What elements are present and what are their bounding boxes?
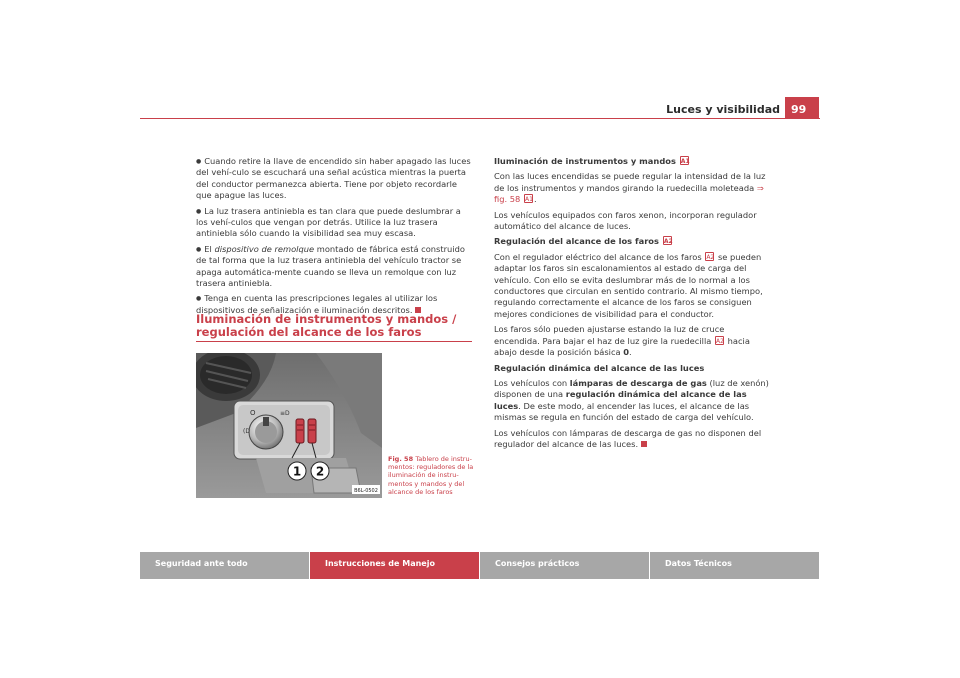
paragraph-text: Los faros sólo pueden ajustarse estando la luz de cruce encendida. Para bajar el haz de luz gire la ruedecilla xyxy=(494,324,725,346)
figure-caption-text: Tablero de instru-mentos: reguladores de la iluminación de instru-mentos y mandos y del alcance de los faros xyxy=(388,455,474,496)
figure-code: B6L-0502 xyxy=(354,488,378,494)
paragraph-bold: regulación dinámica del alcance de las luces xyxy=(494,389,747,411)
callout-badge: A1 xyxy=(524,196,533,204)
bullet-item: ● La luz trasera antiniebla es tan clara que puede deslumbrar a los vehí-culos que vengan por detrás. Utilice la luz trasera antiniebla sólo cuando la visibilidad sea muy escasa. xyxy=(196,206,472,240)
svg-text:≡D: ≡D xyxy=(280,410,290,417)
end-of-section-icon xyxy=(641,441,647,447)
paragraph-text: Con las luces encendidas se puede regular la intensidad de la luz de los instrumentos y mandos girando la ruedecilla moleteada xyxy=(494,171,766,193)
bullet-text: montado de fábrica está construido de tal forma que la luz trasera antiniebla del vehículo tractor se apaga automática-mente cuando se lleva un remolque con luz trasera antiniebla. xyxy=(196,243,465,289)
paragraph-text: (luz de xenón) disponen de una xyxy=(494,377,769,400)
bullet-item xyxy=(196,244,472,290)
paragraph xyxy=(494,378,770,424)
subheading: Regulación dinámica del alcance de las luces xyxy=(494,362,705,373)
callout-badge: A2 xyxy=(706,253,715,261)
footer-tab-instrucciones[interactable]: Instrucciones de Manejo xyxy=(310,552,479,579)
paragraph xyxy=(494,324,770,358)
paragraph-text: Los vehículos con xyxy=(494,377,570,388)
callout-badge: A1 xyxy=(680,158,690,165)
left-column xyxy=(196,156,472,320)
bullet-emphasis: dispositivo de remolque xyxy=(214,243,315,254)
bullet-text: El xyxy=(204,243,215,254)
callout-1: 1 xyxy=(292,464,302,479)
section-divider xyxy=(196,341,472,342)
footer-tab-consejos[interactable]: Consejos prácticos xyxy=(480,552,649,579)
header-title: Luces y visibilidad xyxy=(666,103,780,116)
figure-image xyxy=(196,353,382,498)
paragraph-text: hacia abajo desde la posición básica xyxy=(494,335,750,358)
subheading xyxy=(494,156,770,167)
paragraph-text: . De este modo, al encender las luces, el alcance de las mismas se regula en función del estado de carga del vehículo. xyxy=(494,400,754,423)
paragraph xyxy=(494,171,770,205)
subheading-text: Iluminación de instrumentos y mandos xyxy=(494,156,676,166)
figure-caption xyxy=(388,455,476,496)
subheading xyxy=(494,236,770,247)
paragraph: Los vehículos equipados con faros xenon, incorporan regulador automático del alcance de luces. xyxy=(494,209,757,232)
dashboard-illustration xyxy=(196,353,382,498)
callout-badge: A2 xyxy=(663,238,673,246)
page-number: 99 xyxy=(785,97,819,119)
bullet-item: ● Cuando retire la llave de encendido sin haber apagado las luces del vehí-culo se escuchará una señal acústica mientras la puerta del conductor permanezca abierta. Tiene por objeto recordarle que apague las luces. xyxy=(196,156,472,202)
paragraph-text: se pueden adaptar los faros sin escalonamientos al estado de carga del vehículo. Con ello se evita deslumbrar más de lo normal a los conductores que circulan en sentido contrario. Al mismo tiempo, regulando correctamente el alcance de los faros se consiguen mejores condiciones de visibilidad para el conductor. xyxy=(494,251,763,319)
callout-badge: A2 xyxy=(715,337,724,345)
paragraph xyxy=(494,252,770,320)
figure-reference-link[interactable]: ⇒ fig. 58 xyxy=(494,182,764,205)
paragraph-text: Con el regulador eléctrico del alcance de los faros xyxy=(494,251,705,262)
footer-tab-datos[interactable]: Datos Técnicos xyxy=(650,552,819,579)
paragraph-text: . xyxy=(533,194,537,205)
section-heading: Iluminación de instrumentos y mandos / regulación del alcance de los faros xyxy=(196,312,457,339)
header-divider xyxy=(140,118,820,119)
paragraph-text: . xyxy=(629,347,632,358)
paragraph-bold: lámparas de descarga de gas xyxy=(569,377,707,388)
right-column xyxy=(494,156,770,454)
subheading-text: Regulación del alcance de los faros xyxy=(494,236,659,247)
svg-text:O: O xyxy=(250,409,256,417)
bullet-text: Tenga en cuenta las prescripciones legales al utilizar los dispositivos de señalización e iluminación descritos. xyxy=(196,293,438,315)
footer-tab-seguridad[interactable]: Seguridad ante todo xyxy=(140,552,309,579)
callout-2: 2 xyxy=(315,464,325,479)
footer-nav xyxy=(140,552,820,579)
svg-text:(D: (D xyxy=(243,428,250,435)
paragraph-text: Los vehículos con lámparas de descarga de gas no disponen del regulador del alcance de las luces. xyxy=(494,427,762,449)
paragraph xyxy=(494,428,770,451)
figure-caption-label: Fig. 58 xyxy=(388,455,414,463)
paragraph-bold: 0 xyxy=(623,347,630,358)
